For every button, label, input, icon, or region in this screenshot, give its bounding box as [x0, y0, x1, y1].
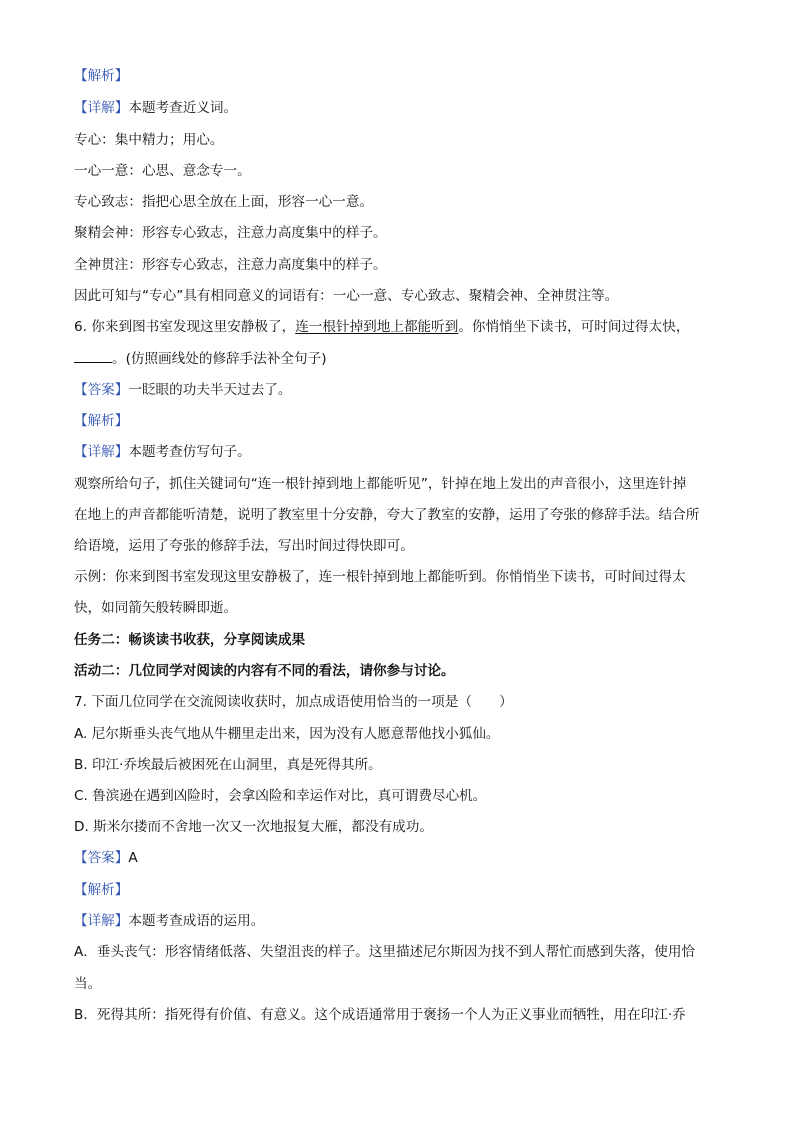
detail-tag: 【详解】: [74, 444, 129, 460]
detail-line: [74, 443, 724, 461]
underlined-phrase: 连一根针掉到地上都能听到: [295, 319, 459, 335]
detail-text: 本题考查仿写句子。: [128, 444, 251, 460]
explanation-line: B．死得其所：指死得有价值、有意义。这个成语通常用于褒扬一个人为正义事业而牺牲，用在印江·乔: [74, 1007, 686, 1023]
question-6: [74, 318, 724, 336]
question-6-instruction: 。(仿照画线处的修辞手法补全句子): [112, 351, 327, 367]
definition-line: 专心致志：指把心思全放在上面，形容一心一意。: [74, 194, 374, 210]
definition-line: 全神贯注：形容专心致志，注意力高度集中的样子。: [74, 257, 387, 273]
analysis-heading: 【解析】: [74, 68, 129, 84]
detail-line: [74, 99, 724, 117]
option-c: C. 鲁滨逊在遇到凶险时，会拿凶险和幸运作对比，真可谓费尽心机。: [74, 788, 487, 804]
answer-tag: 【答案】: [74, 850, 129, 866]
question-6-text: 6. 你来到图书室发现这里安静极了，: [74, 319, 296, 335]
answer-text: 一眨眼的功夫半天过去了。: [128, 382, 292, 398]
explanation-line: A．垂头丧气：形容情绪低落、失望沮丧的样子。这里描述尼尔斯因为找不到人帮忙而感到失落，使用恰: [74, 944, 696, 960]
question-6-text-cont: 。你悄悄坐下读书，可时间过得太快，: [458, 319, 690, 335]
option-a: A. 尼尔斯垂头丧气地从牛棚里走出来，因为没有人愿意帮他找小狐仙。: [74, 726, 500, 742]
answer-tag: 【答案】: [74, 382, 129, 398]
detail-text: 本题考查成语的运用。: [128, 913, 265, 929]
detail-line: [74, 912, 724, 930]
definition-line: 专心：集中精力；用心。: [74, 132, 224, 148]
example-line: 快，如同箭矢般转瞬即逝。: [74, 600, 238, 616]
detail-text: 本题考查近义词。: [128, 100, 238, 116]
detail-tag: 【详解】: [74, 913, 129, 929]
question-7: 7. 下面几位同学在交流阅读收获时，加点成语使用恰当的一项是（ ）: [74, 694, 513, 710]
definition-line: 一心一意：心思、意念专一。: [74, 163, 251, 179]
question-6-blank-line: [74, 349, 724, 368]
answer-line: [74, 849, 724, 867]
explanation-line: 在地上的声音都能听清楚，说明了教室里十分安静，夸大了教室的安静，运用了夸张的修辞手法。结合所: [74, 507, 700, 523]
option-b: B. 印江·乔埃最后被困死在山洞里，真是死得其所。: [74, 757, 382, 773]
answer-text: A: [128, 850, 138, 866]
conclusion-line: 因此可知与“专心”具有相同意义的词语有：一心一意、专心致志、聚精会神、全神贯注等。: [74, 288, 619, 304]
analysis-heading: 【解析】: [74, 413, 129, 429]
explanation-line: 给语境，运用了夸张的修辞手法，写出时间过得快即可。: [74, 538, 414, 554]
explanation-line: 观察所给句子，抓住关键词句“连一根针掉到地上都能听见”，针掉在地上发出的声音很小，这里连针掉: [74, 476, 687, 492]
explanation-line: 当。: [74, 976, 102, 992]
definition-line: 聚精会神：形容专心致志，注意力高度集中的样子。: [74, 225, 387, 241]
activity-heading: 活动二：几位同学对阅读的内容有不同的看法，请你参与讨论。: [74, 663, 455, 679]
example-line: 示例：你来到图书室发现这里安静极了，连一根针掉到地上都能听到。你悄悄坐下读书，可时间过得太: [74, 569, 686, 585]
option-d: D. 斯米尔搂而不舍地一次又一次地报复大雁，都没有成功。: [74, 819, 433, 835]
analysis-heading: 【解析】: [74, 882, 129, 898]
detail-tag: 【详解】: [74, 100, 129, 116]
task-heading: 任务二：畅谈读书收获，分享阅读成果: [74, 632, 306, 648]
answer-line: [74, 381, 724, 399]
answer-blank: [74, 349, 112, 363]
